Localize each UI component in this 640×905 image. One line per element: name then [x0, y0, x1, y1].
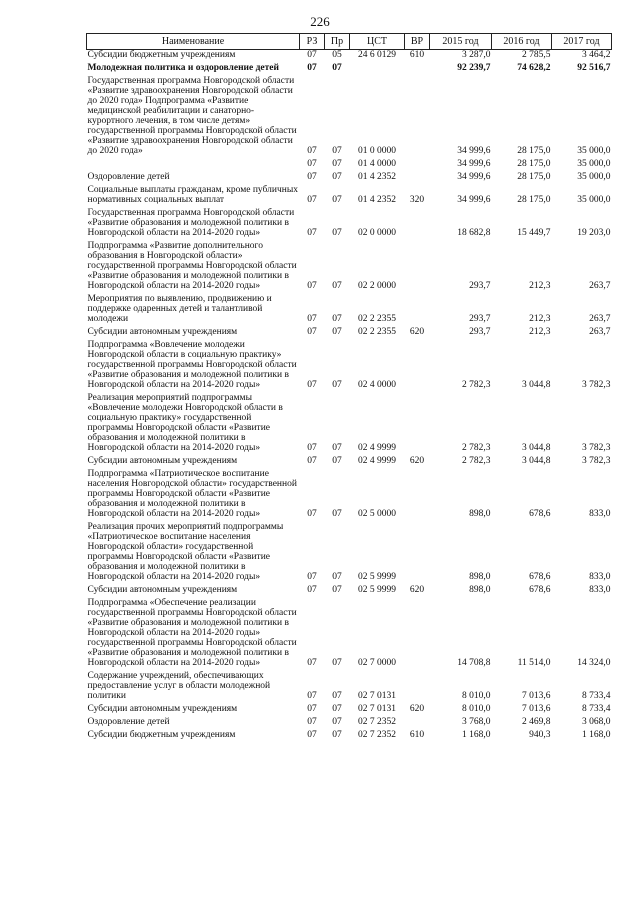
row-cst: 02 2 2355 [358, 314, 396, 324]
table-row [87, 185, 612, 205]
row-cst: 02 5 9999 [358, 572, 396, 582]
row-vr: 620 [409, 456, 425, 466]
row-rz: 07 [307, 443, 317, 453]
row-2017: 3 782,3 [582, 380, 611, 390]
row-2016: 212,3 [529, 314, 551, 324]
row-2016: 678,6 [529, 585, 551, 595]
row-rz: 07 [307, 281, 317, 291]
row-spacer-cell [87, 740, 612, 743]
row-name: Оздоровление детей [87, 172, 170, 182]
row-pr: 05 [332, 50, 342, 60]
table-body [87, 50, 612, 744]
row-vr [405, 469, 430, 519]
table-row [87, 393, 612, 453]
row-name: Субсидии бюджетным учреждениям [87, 730, 236, 740]
row-2015: 293,7 [469, 281, 491, 291]
table-row [87, 50, 612, 61]
row-2015: 2 782,3 [462, 380, 491, 390]
row-pr: 07 [332, 509, 342, 519]
row-cst: 01 0 0000 [358, 146, 396, 156]
row-pr: 07 [332, 63, 342, 73]
row-pr: 07 [332, 717, 342, 727]
row-2017: 92 516,7 [577, 63, 611, 73]
row-2017: 833,0 [589, 585, 611, 595]
row-2017: 3 464,2 [582, 50, 611, 60]
row-2017: 8 733,4 [582, 691, 611, 701]
table-row [87, 522, 612, 582]
table-row [87, 294, 612, 324]
row-pr: 07 [332, 658, 342, 668]
table-row [87, 730, 612, 740]
row-rz: 07 [307, 730, 317, 740]
row-pr: 07 [332, 281, 342, 291]
col-vr-header: ВР [405, 34, 430, 50]
row-pr: 07 [332, 730, 342, 740]
row-pr: 07 [332, 228, 342, 238]
row-2016: 7 013,6 [522, 691, 551, 701]
row-2015: 34 999,6 [457, 146, 491, 156]
table-row [87, 63, 612, 73]
row-pr: 07 [332, 456, 342, 466]
row-pr: 07 [332, 380, 342, 390]
row-2017: 1 168,0 [582, 730, 611, 740]
row-rz: 07 [307, 172, 317, 182]
row-vr: 320 [409, 195, 425, 205]
table-row [87, 598, 612, 668]
row-rz: 07 [307, 691, 317, 701]
row-name: Государственная программа Новгородской области «Развитие образования и молодежной политики в Новгородской области на 2014-2020 годы» [87, 208, 295, 238]
row-vr [405, 671, 430, 701]
row-2017: 14 324,0 [577, 658, 611, 668]
row-vr [405, 598, 430, 668]
row-2016: 7 013,6 [522, 704, 551, 714]
row-cst: 02 5 9999 [358, 585, 396, 595]
row-rz: 07 [307, 159, 317, 169]
row-2017: 35 000,0 [577, 146, 611, 156]
row-cst: 02 7 0000 [358, 658, 396, 668]
row-cst: 02 7 0131 [358, 704, 396, 714]
row-pr: 07 [332, 691, 342, 701]
row-cst: 02 4 0000 [358, 380, 396, 390]
row-name [87, 159, 300, 169]
row-2017: 35 000,0 [577, 195, 611, 205]
col-rz-header: РЗ [300, 34, 325, 50]
row-2016: 11 514,0 [517, 658, 551, 668]
row-cst: 02 4 9999 [358, 456, 396, 466]
row-vr: 610 [409, 50, 425, 60]
table-row [87, 159, 612, 169]
col-2016-header: 2016 год [492, 34, 552, 50]
row-pr: 07 [332, 585, 342, 595]
row-2015: 14 708,8 [457, 658, 491, 668]
col-name-header: Наименование [87, 34, 300, 50]
row-cst: 02 2 0000 [358, 281, 396, 291]
row-rz: 07 [307, 380, 317, 390]
row-cst: 24 6 0129 [358, 50, 396, 60]
row-2016: 74 628,2 [517, 63, 551, 73]
row-name: Реализация мероприятий подпрограммы «Вовлечение молодежи Новгородской области в социальную практику» государственной программы Новгородской области «Развитие образования и молодежной политики в Новгородской области на 2014-2020 годы» [87, 393, 283, 453]
row-name: Субсидии бюджетным учреждениям [87, 50, 236, 60]
row-2016: 15 449,7 [517, 228, 551, 238]
row-vr [405, 208, 430, 238]
row-cst: 02 7 2352 [358, 717, 396, 727]
row-2016: 2 469,8 [522, 717, 551, 727]
col-2017-header: 2017 год [552, 34, 612, 50]
row-pr: 07 [332, 443, 342, 453]
row-2015: 3 287,0 [462, 50, 491, 60]
row-cst: 02 0 0000 [358, 228, 396, 238]
row-2015: 8 010,0 [462, 704, 491, 714]
row-name: Оздоровление детей [87, 717, 170, 727]
col-pr-header: Пр [325, 34, 350, 50]
row-2016: 212,3 [529, 281, 551, 291]
table-row [87, 76, 612, 156]
table-row [87, 340, 612, 390]
row-2015: 2 782,3 [462, 443, 491, 453]
row-2016: 28 175,0 [517, 159, 551, 169]
row-pr: 07 [332, 704, 342, 714]
row-2017: 19 203,0 [577, 228, 611, 238]
table-row [87, 469, 612, 519]
row-vr: 620 [409, 704, 425, 714]
row-rz: 07 [307, 195, 317, 205]
row-vr [405, 76, 430, 156]
row-2016: 3 044,8 [522, 443, 551, 453]
row-pr: 07 [332, 172, 342, 182]
row-2015: 898,0 [469, 572, 491, 582]
row-2017: 8 733,4 [582, 704, 611, 714]
row-name: Социальные выплаты гражданам, кроме публичных нормативных социальных выплат [87, 185, 298, 205]
col-2015-header: 2015 год [430, 34, 492, 50]
row-cst: 02 7 2352 [358, 730, 396, 740]
row-vr [405, 63, 430, 73]
row-vr: 610 [409, 730, 425, 740]
table-row [87, 717, 612, 727]
table-header [87, 34, 612, 50]
row-pr: 07 [332, 146, 342, 156]
row-name: Подпрограмма «Обеспечение реализации государственной программы Новгородской области «Развитие образования и молодежной политики в Новгородской области на 2014-2020 годы» государственной программы Новгородской области «Развитие образования и молодежной политики в Новгородской области на 2014-2020 годы» [87, 598, 297, 668]
row-rz: 07 [307, 658, 317, 668]
row-vr [405, 340, 430, 390]
table-row [87, 208, 612, 238]
row-cst: 02 7 0131 [358, 691, 396, 701]
row-vr [405, 717, 430, 727]
row-rz: 07 [307, 704, 317, 714]
row-rz: 07 [307, 63, 317, 73]
row-2017: 35 000,0 [577, 172, 611, 182]
row-2016: 212,3 [529, 327, 551, 337]
row-cst: 02 4 9999 [358, 443, 396, 453]
table-row [87, 456, 612, 466]
row-cst: 01 4 0000 [358, 159, 396, 169]
row-rz: 07 [307, 572, 317, 582]
row-rz: 07 [307, 509, 317, 519]
row-name: Содержание учреждений, обеспечивающих предоставление услуг в области молодежной политики [87, 671, 271, 701]
row-2017: 263,7 [589, 314, 611, 324]
row-2015: 3 768,0 [462, 717, 491, 727]
row-name: Молодежная политика и оздоровление детей [87, 63, 279, 73]
row-2017: 35 000,0 [577, 159, 611, 169]
row-name: Подпрограмма «Вовлечение молодежи Новгородской области в социальную практику» государственной программы Новгородской области «Развитие образования и молодежной политики в Новгородской области на 2014-2020 годы» [87, 340, 297, 390]
row-2016: 28 175,0 [517, 195, 551, 205]
row-pr: 07 [332, 159, 342, 169]
row-2015: 18 682,8 [457, 228, 491, 238]
table-row [87, 241, 612, 291]
row-2016: 28 175,0 [517, 146, 551, 156]
row-cst: 02 5 0000 [358, 509, 396, 519]
row-2015: 34 999,6 [457, 172, 491, 182]
row-rz: 07 [307, 717, 317, 727]
table-row [87, 671, 612, 701]
row-vr [405, 393, 430, 453]
row-2015: 898,0 [469, 509, 491, 519]
row-name: Субсидии автономным учреждениям [87, 456, 238, 466]
page-number: 226 [310, 14, 330, 29]
row-2016: 3 044,8 [522, 380, 551, 390]
table-row [87, 585, 612, 595]
row-rz: 07 [307, 456, 317, 466]
row-2015: 92 239,7 [457, 63, 491, 73]
row-2017: 3 782,3 [582, 456, 611, 466]
row-2016: 940,3 [529, 730, 551, 740]
row-rz: 07 [307, 327, 317, 337]
row-2015: 34 999,6 [457, 195, 491, 205]
row-cst [350, 63, 405, 73]
row-2015: 898,0 [469, 585, 491, 595]
row-2017: 3 068,0 [582, 717, 611, 727]
row-vr [405, 172, 430, 182]
row-rz: 07 [307, 50, 317, 60]
row-vr [405, 159, 430, 169]
row-pr: 07 [332, 314, 342, 324]
row-name: Подпрограмма «Патриотическое воспитание населения Новгородской области» государственной программы Новгородской области «Развитие образования и молодежной политики в Новгородской области на 2014-2020 годы» [87, 469, 297, 519]
row-pr: 07 [332, 327, 342, 337]
budget-table [86, 33, 612, 743]
row-spacer [87, 740, 612, 743]
row-name: Субсидии автономным учреждениям [87, 327, 238, 337]
row-vr: 620 [409, 327, 425, 337]
row-rz: 07 [307, 228, 317, 238]
row-2016: 678,6 [529, 509, 551, 519]
table-row [87, 172, 612, 182]
row-2015: 293,7 [469, 314, 491, 324]
row-2016: 3 044,8 [522, 456, 551, 466]
row-cst: 01 4 2352 [358, 195, 396, 205]
row-cst: 02 2 2355 [358, 327, 396, 337]
row-cst: 01 4 2352 [358, 172, 396, 182]
row-2017: 833,0 [589, 572, 611, 582]
row-2015: 34 999,6 [457, 159, 491, 169]
row-vr [405, 522, 430, 582]
row-pr: 07 [332, 195, 342, 205]
row-rz: 07 [307, 146, 317, 156]
row-name: Реализация прочих мероприятий подпрограммы «Патриотическое воспитание населения Новгородской области» государственной программы Новгородской области «Развитие образования и молодежной политики в Новгородской области на 2014-2020 годы» [87, 522, 284, 582]
row-pr: 07 [332, 572, 342, 582]
row-name: Подпрограмма «Развитие дополнительного образования в Новгородской области» государственной программы Новгородской области «Развитие образования и молодежной политики в Новгородской области на 2014-2020 годы» [87, 241, 297, 291]
table-row [87, 327, 612, 337]
table-row [87, 704, 612, 714]
row-name: Субсидии автономным учреждениям [87, 585, 238, 595]
row-2016: 28 175,0 [517, 172, 551, 182]
row-2017: 833,0 [589, 509, 611, 519]
row-rz: 07 [307, 585, 317, 595]
row-2015: 1 168,0 [462, 730, 491, 740]
row-name: Субсидии автономным учреждениям [87, 704, 238, 714]
row-name: Мероприятия по выявлению, продвижению и поддержке одаренных детей и талантливой молодежи [87, 294, 272, 324]
row-2017: 263,7 [589, 281, 611, 291]
row-name: Государственная программа Новгородской области «Развитие здравоохранения Новгородской области до 2020 года» Подпрограмма «Развитие медицинской реабилитации и санаторно-курортного лечения, в том числе детям» государственной программы Новгородской области «Развитие здравоохранения Новгородской области до 2020 года» [87, 76, 297, 156]
col-cst-header: ЦСТ [350, 34, 405, 50]
row-2015: 2 782,3 [462, 456, 491, 466]
row-2017: 3 782,3 [582, 443, 611, 453]
row-vr [405, 294, 430, 324]
row-2015: 8 010,0 [462, 691, 491, 701]
row-2016: 678,6 [529, 572, 551, 582]
row-vr: 620 [409, 585, 425, 595]
row-rz: 07 [307, 314, 317, 324]
row-2016: 2 785,5 [522, 50, 551, 60]
row-vr [405, 241, 430, 291]
row-2017: 263,7 [589, 327, 611, 337]
row-2015: 293,7 [469, 327, 491, 337]
